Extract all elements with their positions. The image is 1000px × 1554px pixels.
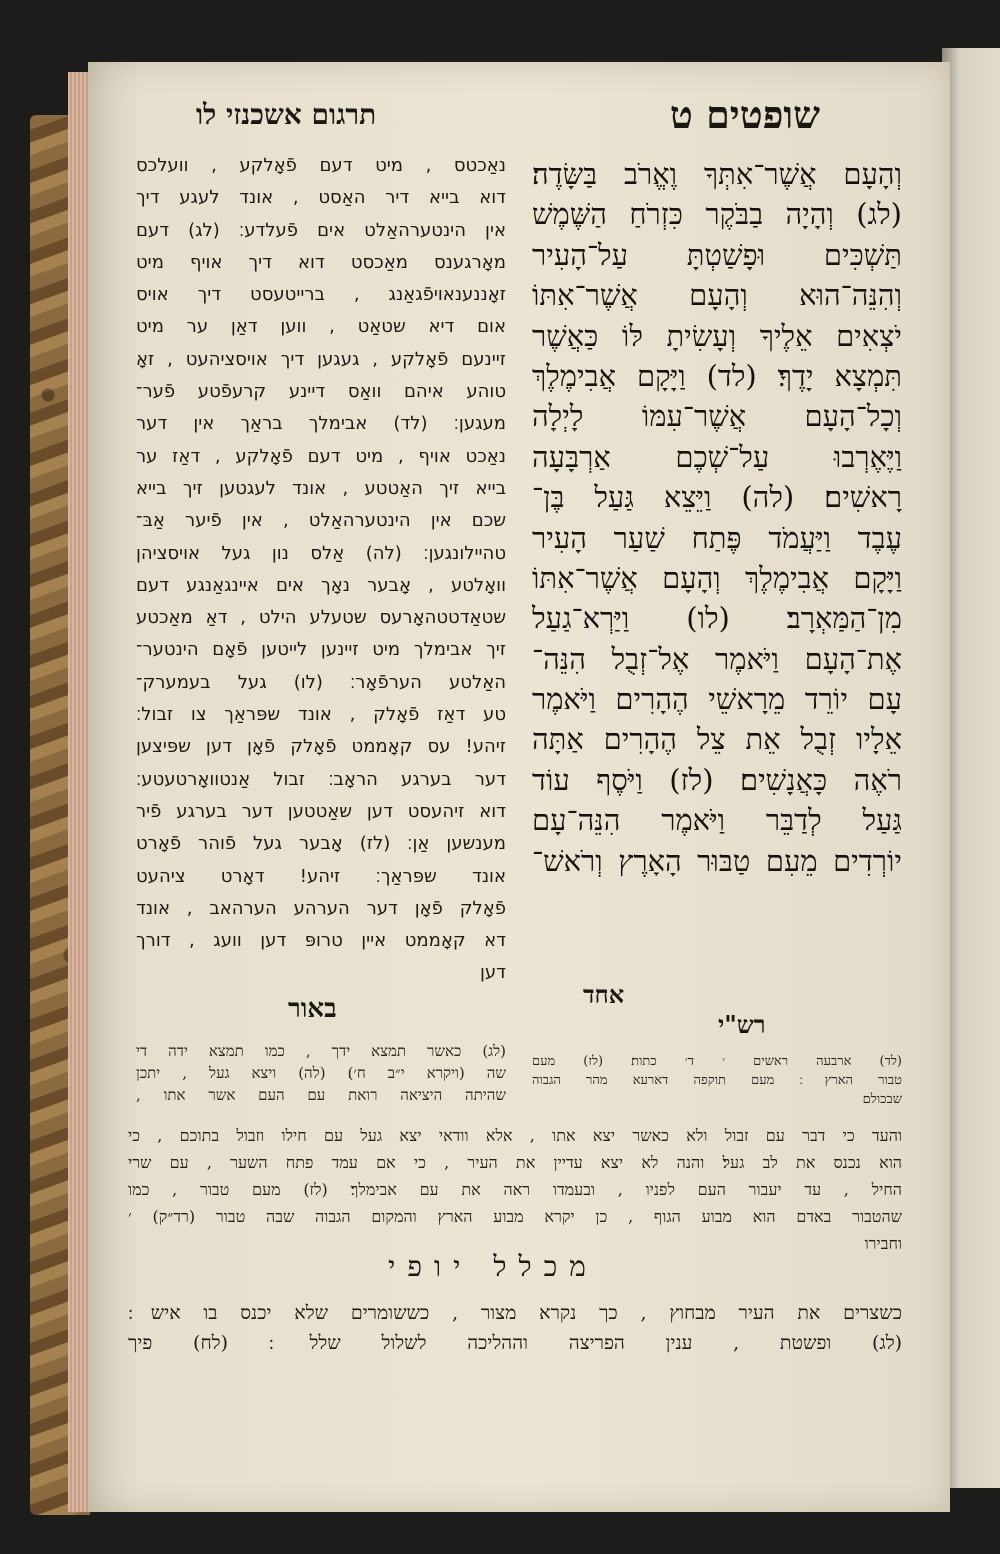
targum-line: דוא בייא דיר האַסט , אונד לעגע דיך	[136, 187, 506, 209]
targum-line: פֿאָלק פֿאָן דער הערהע הערהאב , אונד	[136, 897, 506, 919]
rashi-line: טבור הארץ ׃ מעם תוקפה דארעא מהר הגבוה	[532, 1073, 902, 1088]
targum-line: שטאַדטטהאָרעס שטעלע הילט , דאַ מאַכטע	[136, 607, 506, 629]
mikhlol-line: כשצרים את העיר מבחוץ , כך נקרא מצור , כששומרים שלא יכנס בו איש ׃	[128, 1302, 902, 1324]
hebrew-line: וְהִנֵּה־הוּא וְהָעָם אֲשֶׁר־אִתּוֹ	[532, 278, 902, 313]
targum-line: נאַכטס , מיט דעם פֿאָלקע , וועלכס	[136, 155, 506, 176]
commentary-line: שהטבור באדם הוא מבוע הגוף , כן יקרא מבוע הארץ והמקום הגבוה שבה טבור (רד״ק) ׳	[128, 1207, 902, 1226]
targum-line: טהיילונגען׃ (לה) אַלס נון געל אויסציהן	[136, 542, 506, 564]
hebrew-line: מִן־הַמַּאְרָב׃ (לו) וַיַּרְא־גַעַל	[532, 601, 902, 636]
targum-line: מאָרגענס מאַכסט דוא דיך אויף מיט	[136, 251, 506, 273]
hebrew-line: תִּמְצָא יָדֶךָ׃ (לד) וַיָּקָם אֲבִימֶלֶךְ	[532, 358, 902, 393]
commentary-line: וחבירו	[864, 1234, 902, 1253]
hebrew-line: תַּשְׁכִּים וּפָשַׁטְתָּ עַל־הָעִיר	[532, 237, 902, 272]
rashi-line: (לד) ארבעה ראשים ׳ ד׳ כתות׃ (לז) מעם	[532, 1054, 902, 1069]
biur-heading: באור	[288, 994, 337, 1024]
hebrew-line: וַיָּקָם אֲבִימֶלֶךְ וְהָעָם אֲשֶׁר־אִתּוֹ	[532, 560, 902, 595]
targum-line: וואָלטע , אָבער נאָך אים איינגאַנגע דעם	[136, 574, 506, 596]
targum-line: שכם אין הינטערהאַלט , אין פֿיער אַבּ־	[136, 510, 506, 532]
targum-column	[136, 150, 506, 990]
hebrew-line: (לג) וְהָיָה בַבֹּקֶר כִּזְרֹחַ הַשֶּׁמֶשׁ	[532, 197, 902, 232]
running-header-targum: תרגום אשכנזי לו	[196, 98, 377, 131]
hebrew-line: עֶבֶד וַיַּעֲמֹד פֶּתַח שַׁעַר הָעִיר	[532, 520, 902, 555]
targum-line: מענשען אַן׃ (לז) אָבער געל פֿוהר פֿאָרט	[136, 833, 506, 855]
hebrew-text-column	[532, 154, 902, 881]
hebrew-line: יוֹרְדִים מֵעִם טַבּוּר הָאָרֶץ וְרֹאשׁ־	[532, 843, 902, 878]
mikhlol-line: (לג) ופשטת , ענין הפריצה וההליכה לשלול שלל ׃ (לח) פיך	[128, 1332, 902, 1354]
commentary-line: והעד כי דבר עם זבול ולא כאשר יצא אתו , אלא וודאי יצא געל עם חילו וזבול בתוכם , כי	[128, 1126, 902, 1145]
rashi-heading: רש"י	[718, 1010, 766, 1039]
hebrew-line: רֹאֶה כָּאֲנָשִׁים׃ (לז) וַיֹּסֶף עוֹד	[532, 762, 902, 797]
hebrew-line: וְכָל־הָעָם אֲשֶׁר־עִמּוֹ לָיְלָה	[532, 399, 902, 434]
targum-line: זיהע! עס קאָממט פֿאָלק פֿאָן דען שפּיצען	[136, 736, 506, 758]
hebrew-line: אֶת־הָעָם וַיֹּאמֶר אֶל־זְבֻל הִנֵּה־	[532, 641, 902, 676]
targum-line: אין הינטערהאַלט אים פֿעלדע׃ (לג) דעם	[136, 219, 506, 241]
mikhlol-yofi-commentary	[128, 1298, 902, 1358]
targum-line: זיינעם פֿאָלקע , געגען דיך אויסציהעט , זאָ	[136, 348, 506, 370]
targum-line: טע דאַז פֿאָלק , אונד שפּראַך צו זבול׃	[136, 704, 506, 726]
biur-line: שה (ויקרא י״ב ח׳)׃ (לה) ויצא געל , יתכן	[136, 1064, 506, 1082]
mikhlol-yofi-heading: מכלל יופי	[388, 1250, 598, 1283]
targum-line: בייא זיך האַטטע , אונד לעגטען זיך בייא	[136, 477, 506, 499]
hebrew-line: אֵלָיו זְבֻל אֵת צֵל הֶהָרִים אַתָּה	[532, 722, 902, 757]
targum-line: דוא זיהעסט דען שאַטטען דער בערגע פֿיר	[136, 800, 506, 822]
hebrew-line: גַּעַל לְדַבֵּר וַיֹּאמֶר הִנֵּה־עָם	[532, 803, 902, 838]
commentary-line: הוא נכנס את לב געל׃ והנה לא יצא עדיין את העיר , כי אם עמד פתח השער , עם שרי	[128, 1153, 902, 1172]
targum-line: דען	[480, 962, 506, 984]
targum-line: זאָננענאויפֿגאַנג , ברייטעסט דיך אויס	[136, 284, 506, 306]
hebrew-line: וַיֶּאֶרְבוּ עַל־שְׁכֶם אַרְבָּעָה	[532, 439, 902, 474]
targum-line: נאַכט אויף , מיט דעם פֿאָלקע , דאַז ער	[136, 445, 506, 467]
targum-line: דער בערגע הראָב׃ זבול אַנטוואָרטעטע׃	[136, 768, 506, 790]
hebrew-line: יֹצְאִים אֵלֶיךָ וְעָשִׂיתָ לּוֹ כַּאֲשֶׁר	[532, 318, 902, 353]
catchword: אחד	[583, 980, 625, 1009]
book-page	[88, 62, 950, 1512]
targum-line: זיך אבימלך מיט זיינען לייטען פֿאָם הינטער־	[136, 639, 506, 661]
biur-commentary	[136, 1040, 506, 1106]
hebrew-line: עָם יוֹרֵד מֵרָאשֵׁי הֶהָרִים וַיֹּאמֶר	[532, 682, 902, 717]
targum-line: טוהע איהם וואַס דיינע קרעפֿטע פֿער־	[136, 381, 506, 403]
rashi-line: שבכולם	[862, 1092, 902, 1107]
biur-line: (לג) כאשר תמצא ידך , כמו תמצא ידה די	[136, 1042, 506, 1060]
targum-line: דא קאָממט איין טרופּ דען וועג , דורך	[136, 930, 506, 952]
hebrew-line: רָאשִׁים׃ (לה) וַיֵּצֵא גַּעַל בֶּן־	[532, 480, 902, 515]
biur-continuation	[128, 1122, 902, 1257]
running-header-book: שופטים ט	[669, 92, 820, 137]
commentary-line: החיל , עד יעבור העם לפניו , ובעמדו ראה את עם אבימלך׃ (לז) מעם טבור , כמו	[128, 1180, 902, 1199]
targum-line: האַלטע הערפֿאָר׃ (לו) געל בעמערק־	[136, 671, 506, 693]
facing-page	[942, 48, 1000, 1488]
biur-line: שהיתה היציאה רואת עם העם אשר אתו ,	[136, 1086, 506, 1104]
targum-line: מעגען׃ (לד) אבימלך בראַך אין דער	[136, 413, 506, 435]
targum-line: אונד שפּראַך׃ זיהע! דאָרט ציהעט	[136, 865, 506, 887]
hebrew-line: וְהָעָם אֲשֶׁר־אִתְּךָ וֶאֱרֹב בַּשָּׂדֶה׃	[532, 157, 902, 191]
rashi-commentary	[532, 1052, 902, 1109]
targum-line: אום דיא שטאַט , ווען דאַן ער מיט	[136, 316, 506, 338]
